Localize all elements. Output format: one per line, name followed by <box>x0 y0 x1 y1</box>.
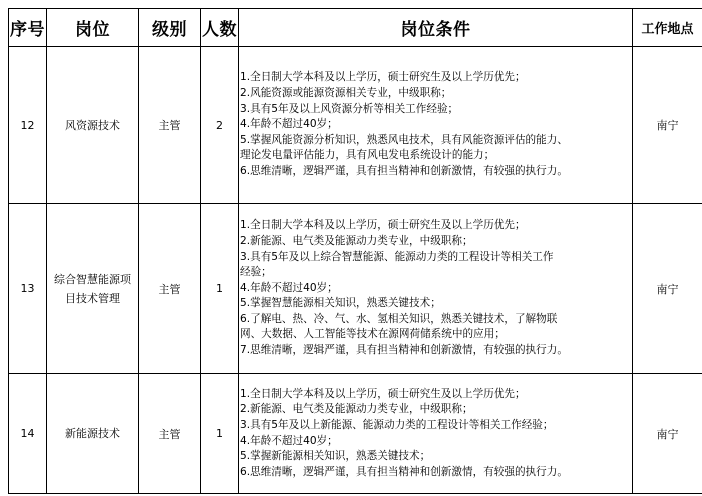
header-row <box>9 9 702 47</box>
cell-requirements <box>239 374 633 494</box>
cell-location: 南宁 <box>633 204 702 374</box>
requirement-line: 5.掌握新能源相关知识，熟悉关键技术； <box>240 450 431 463</box>
requirement-line: 4.年龄不超过40岁； <box>240 118 338 131</box>
requirement-line: 5.掌握智慧能源相关知识，熟悉关键技术； <box>240 297 441 310</box>
header-location: 工作地点 <box>633 9 702 47</box>
cell-seq: 13 <box>9 204 47 374</box>
requirement-line: 经验； <box>240 266 272 279</box>
cell-count: 1 <box>201 204 239 374</box>
header-level: 级别 <box>139 9 201 47</box>
requirement-line: 4.年龄不超过40岁； <box>240 434 338 447</box>
header-position: 岗位 <box>47 9 139 47</box>
cell-level: 主管 <box>139 47 201 204</box>
cell-location: 南宁 <box>633 47 702 204</box>
requirement-line: 5.掌握风能资源分析知识，熟悉风电技术，具有风能资源评估的能力、 <box>240 133 568 146</box>
cell-level: 主管 <box>139 374 201 494</box>
requirement-line: 6.思维清晰，逻辑严谨，具有担当精神和创新激情，有较强的执行力。 <box>240 465 568 478</box>
cell-count: 1 <box>201 374 239 494</box>
table-row <box>9 47 702 204</box>
requirement-line: 1.全日制大学本科及以上学历，硕士研究生及以上学历优先； <box>240 71 526 84</box>
cell-level: 主管 <box>139 204 201 374</box>
cell-requirements <box>239 204 633 374</box>
cell-position: 风资源技术 <box>47 47 139 204</box>
table-row <box>9 204 702 374</box>
requirement-line: 4.年龄不超过40岁； <box>240 281 338 294</box>
job-table <box>8 8 702 494</box>
header-requirements: 岗位条件 <box>239 9 633 47</box>
requirement-line: 6.思维清晰，逻辑严谨，具有担当精神和创新激情，有较强的执行力。 <box>240 164 568 177</box>
requirement-line: 7.思维清晰，逻辑严谨，具有担当精神和创新激情，有较强的执行力。 <box>240 344 568 357</box>
requirement-line: 1.全日制大学本科及以上学历，硕士研究生及以上学历优先； <box>240 219 526 232</box>
requirement-line: 3.具有5年及以上风资源分析等相关工作经验； <box>240 102 459 115</box>
requirement-line: 2.风能资源或能源资源相关专业，中级职称； <box>240 87 452 100</box>
cell-seq: 14 <box>9 374 47 494</box>
table-row <box>9 374 702 494</box>
requirement-line: 2.新能源、电气类及能源动力类专业，中级职称； <box>240 234 473 247</box>
requirement-line: 1.全日制大学本科及以上学历，硕士研究生及以上学历优先； <box>240 387 526 400</box>
cell-location: 南宁 <box>633 374 702 494</box>
cell-seq: 12 <box>9 47 47 204</box>
cell-position: 综合智慧能源项目技术管理 <box>47 204 139 374</box>
cell-count: 2 <box>201 47 239 204</box>
cell-requirements <box>239 47 633 204</box>
requirement-line: 3.具有5年及以上新能源、能源动力类的工程设计等相关工作经验； <box>240 418 554 431</box>
requirement-line: 2.新能源、电气类及能源动力类专业，中级职称； <box>240 403 473 416</box>
requirement-line: 6.了解电、热、冷、气、水、氢相关知识，熟悉关键技术，了解物联 <box>240 312 558 325</box>
header-count: 人数 <box>201 9 239 47</box>
cell-position: 新能源技术 <box>47 374 139 494</box>
requirement-line: 网、大数据、人工智能等技术在源网荷储系统中的应用； <box>240 328 505 341</box>
requirement-line: 3.具有5年及以上综合智慧能源、能源动力类的工程设计等相关工作 <box>240 250 554 263</box>
header-seq: 序号 <box>9 9 47 47</box>
requirement-line: 理论发电量评估能力，具有风电发电系统设计的能力； <box>240 149 495 162</box>
